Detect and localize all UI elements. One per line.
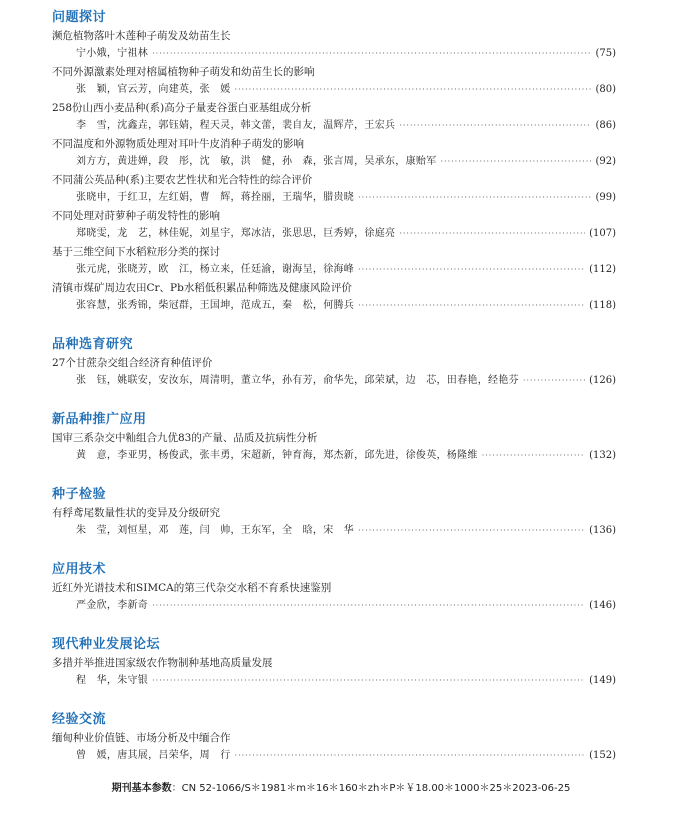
article-authors: 刘方方，黄进婵，段 彤，沈 敏，洪 健，孙 森，张言周，吴承东，康贻军 [76, 156, 437, 167]
article-title[interactable]: 不同蒲公英品种(系)主要农艺性状和光合特性的综合评价 [52, 174, 313, 186]
article-authors: 李 雪，沈鑫垚，郭钰婧，程天灵，韩文蕾，裴自友，温辉芹，王宏兵 [76, 120, 396, 131]
dot-leader [152, 597, 585, 615]
dot-leader [399, 117, 591, 135]
article-meta [52, 747, 616, 765]
article-meta [52, 261, 616, 279]
article-meta [52, 372, 616, 390]
article-authors: 曾 媛，唐其展，吕荣华，周 行 [76, 750, 231, 761]
article-authors: 张元虎，张晓芳，欧 江，杨立来，任廷渝，谢海呈，徐海峰 [76, 264, 355, 275]
article-page-number[interactable]: (75) [595, 48, 616, 59]
article-title[interactable]: 258份山西小麦品种(系)高分子量麦谷蛋白亚基组成分析 [52, 102, 312, 114]
article-authors: 黄 意，李亚男，杨俊武，张丰勇，宋超新，钟育海，郑杰新，邱先进，徐俊英，杨隆维 [76, 450, 478, 461]
section-title: 新品种推广应用 [52, 412, 147, 427]
article-authors: 张晓申，于红卫，左红娟，曹 辉，蒋拴丽，王瑞华，腊贵晓 [76, 192, 355, 203]
article-page-number[interactable]: (146) [589, 600, 616, 611]
toc-section [52, 410, 616, 465]
section-title: 现代种业发展论坛 [52, 637, 161, 652]
article-title[interactable]: 国审三系杂交中籼组合九优83的产量、品质及抗病性分析 [52, 432, 318, 444]
toc-section [52, 560, 616, 615]
article-page-number[interactable]: (107) [589, 228, 616, 239]
article-title[interactable]: 清镇市煤矿周边农田Cr、Pb水稻低积累品种筛选及健康风险评价 [52, 282, 352, 294]
article-title[interactable]: 濒危植物落叶木莲种子萌发及幼苗生长 [52, 30, 231, 42]
article-meta [52, 447, 616, 465]
article-authors: 程 华，朱守银 [76, 675, 149, 686]
article-page-number[interactable]: (126) [589, 375, 616, 386]
article-title[interactable]: 缅甸种业价值链、市场分析及中缅合作 [52, 732, 231, 744]
article-title[interactable]: 有稃鸢尾数量性状的变异及分级研究 [52, 507, 220, 519]
toc-section [52, 335, 616, 390]
article-page-number[interactable]: (80) [595, 84, 616, 95]
article-meta [52, 672, 616, 690]
article-page-number[interactable]: (86) [595, 120, 616, 131]
article-meta [52, 153, 616, 171]
article-page-number[interactable]: (149) [589, 675, 616, 686]
article-meta [52, 117, 616, 135]
journal-parameters [0, 779, 682, 794]
article-title[interactable]: 多措并举推进国家级农作物制种基地高质量发展 [52, 657, 273, 669]
section-title: 问题探讨 [52, 10, 107, 25]
dot-leader [235, 81, 592, 99]
article-page-number[interactable]: (152) [589, 750, 616, 761]
dot-leader [441, 153, 592, 171]
section-title: 品种选育研究 [52, 337, 134, 352]
journal-parameters-text: ：CN 52-1066/S＊1981＊m＊16＊160＊zh＊P＊￥18.00＊1000＊25＊2023-06-25 [171, 783, 571, 794]
article-authors: 严金欣，李新奇 [76, 600, 149, 611]
article-authors: 张 钰，姚联安，安汝东，周清明，董立华，孙有芳，俞华先，邱荣斌，边 芯，田春艳，经艳芬 [76, 375, 519, 386]
dot-leader [152, 45, 591, 63]
toc-section [52, 710, 616, 765]
dot-leader [358, 189, 591, 207]
article-page-number[interactable]: (136) [589, 525, 616, 536]
article-authors: 郑晓雯，龙 艺，林佳妮，刘星宇，郑冰洁，张思思，巨秀婷，徐庭亮 [76, 228, 396, 239]
article-authors: 张 颖，官云芳，向建英，张 媛 [76, 84, 231, 95]
article-authors: 张容慧，张秀锦，柴冠群，王国坤，范成五，秦 松，何腾兵 [76, 300, 355, 311]
article-meta [52, 225, 616, 243]
article-title[interactable]: 不同处理对莳萝种子萌发特性的影响 [52, 210, 220, 222]
article-meta [52, 45, 616, 63]
article-title[interactable]: 基于三维空间下水稻粒形分类的探讨 [52, 246, 220, 258]
dot-leader [399, 225, 585, 243]
article-meta [52, 81, 616, 99]
dot-leader [358, 522, 585, 540]
article-meta [52, 522, 616, 540]
article-page-number[interactable]: (118) [589, 300, 616, 311]
table-of-contents [52, 8, 616, 785]
article-title[interactable]: 27个甘蔗杂交组合经济育种值评价 [52, 357, 213, 369]
toc-section [52, 485, 616, 540]
dot-leader [152, 672, 585, 690]
article-authors: 宁小娥，宁祖林 [76, 48, 149, 59]
article-page-number[interactable]: (132) [589, 450, 616, 461]
toc-section [52, 635, 616, 690]
dot-leader [235, 747, 586, 765]
article-page-number[interactable]: (92) [595, 156, 616, 167]
article-page-number[interactable]: (112) [589, 264, 616, 275]
article-authors: 朱 莹，刘恒星，邓 莲，闫 帅，王东军，全 晗，宋 华 [76, 525, 355, 536]
dot-leader [358, 297, 585, 315]
article-title[interactable]: 近红外光谱技术和SIMCA的第三代杂交水稻不育系快速鉴别 [52, 582, 332, 594]
dot-leader [358, 261, 585, 279]
article-meta [52, 597, 616, 615]
section-title: 种子检验 [52, 487, 107, 502]
article-meta [52, 189, 616, 207]
toc-section [52, 8, 616, 315]
article-title[interactable]: 不同温度和外源物质处理对耳叶牛皮消种子萌发的影响 [52, 138, 304, 150]
journal-parameters-label: 期刊基本参数 [111, 783, 172, 794]
article-meta [52, 297, 616, 315]
dot-leader [523, 372, 585, 390]
section-title: 经验交流 [52, 712, 107, 727]
article-title[interactable]: 不同外源激素处理对榕属植物种子萌发和幼苗生长的影响 [52, 66, 315, 78]
dot-leader [482, 447, 585, 465]
section-title: 应用技术 [52, 562, 107, 577]
article-page-number[interactable]: (99) [595, 192, 616, 203]
